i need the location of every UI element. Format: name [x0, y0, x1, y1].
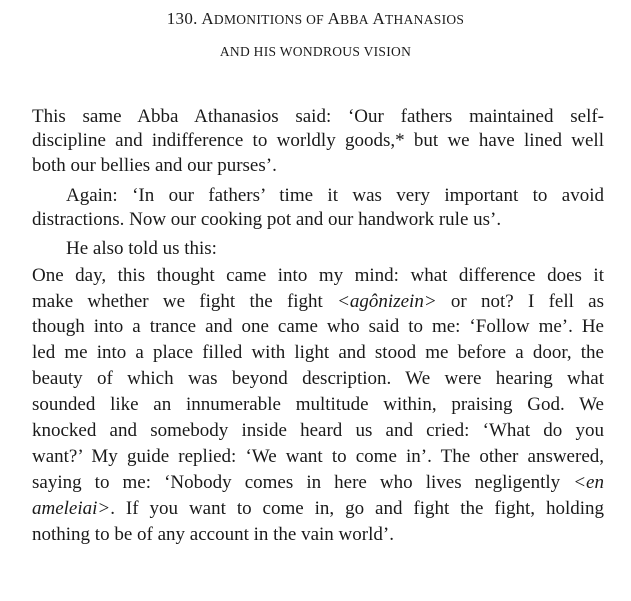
text-line: led me into a place filled with light and stood me before a door, the: [32, 342, 604, 363]
chapter-title: 130. ADMONITIONS OF ABBA ATHANASIOS: [166, 9, 465, 28]
text-line: knocked and somebody inside heard us and cried: ‘What do you: [32, 420, 604, 441]
text-line: nothing to be of any account in the vain world’.: [32, 524, 394, 545]
text-line: sounded like an innumerable multitude within, praising God. We: [32, 394, 604, 415]
greek-term: ameleiai>: [32, 498, 111, 519]
greek-term: <agônizein>: [337, 291, 437, 312]
text-line: though into a trance and one came who said to me: ‘Follow me’. He: [32, 316, 604, 337]
text-line: want?’ My guide replied: ‘We want to come in’. The other answered,: [32, 446, 604, 467]
greek-term: <en: [573, 472, 604, 493]
text-line: Again: ‘In our fathers’ time it was very important to avoid: [66, 185, 604, 206]
text-line: He also told us this:: [66, 238, 217, 259]
text-line: This same Abba Athanasios said: ‘Our fathers maintained self-: [32, 106, 604, 127]
text-line: both our bellies and our purses’.: [32, 155, 277, 176]
text-line: discipline and indifference to worldly goods,* but we have lined well: [32, 130, 604, 151]
text-line: beauty of which was beyond description. We were hearing what: [32, 368, 604, 389]
text-line: distractions. Now our cooking pot and our handwork rule us’.: [32, 209, 502, 230]
chapter-number: 130.: [166, 9, 198, 28]
text-line: One day, this thought came into my mind: what difference does it: [32, 265, 604, 286]
text-line: make whether we fight the fight <agônizein> or not? I fell as: [32, 291, 605, 312]
text-line: ameleiai>. If you want to come in, go and fight the fight, holding: [32, 498, 604, 519]
text-line: saying to me: ‘Nobody comes in here who lives negligently <en: [32, 472, 604, 493]
chapter-subtitle: AND HIS WONDROUS VISION: [219, 44, 412, 59]
